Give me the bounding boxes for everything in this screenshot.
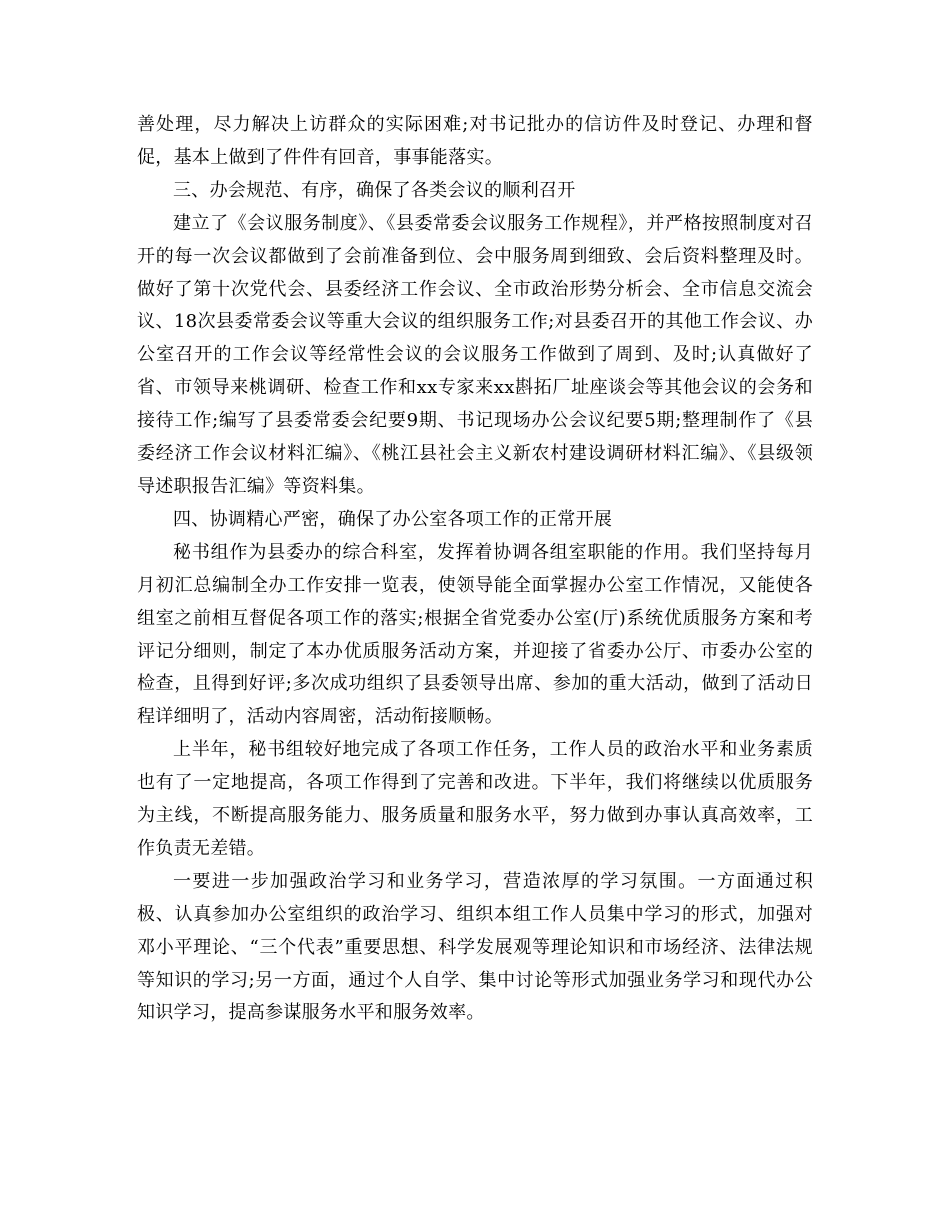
section-heading-3: 三、办会规范、有序，确保了各类会议的顺利召开 [173, 179, 576, 201]
paragraph-summary: 上半年，秘书组较好地完成了各项工作任务，工作人员的政治水平和业务素质也有了一定地提高，各项工作得到了完善和改进。下半年，我们将继续以优质服务为主线，不断提高服务能力、服务质量和服务水平，努力做到办事认真高效率，工作负责无差错。 [137, 739, 813, 859]
paragraph-meetings: 建立了《会议服务制度》、《县委常委会议服务工作规程》，并严格按照制度对召开的每一次会议都做到了会前准备到位、会中服务周到细致、会后资料整理及时。做好了第十次党代会、县委经济工作会议、全市政治形势分析会、全市信息交流会议、18次县委常委会议等重大会议的组织服务工作;对县委召开的其他工作会议、办公室召开的工作会议等经常性会议的会议服务工作做到了周到、及时;认真做好了省、市领导来桃调研、检查工作和xx专家来xx斟拓厂址座谈会等其他会议的会务和接待工作;编写了县委常委会纪要9期、书记现场办公会议纪要5期;整理制作了《县委经济工作会议材料汇编》、《桃江县社会主义新农村建设调研材料汇编》、《县级领导述职报告汇编》等资料集。 [137, 212, 813, 497]
paragraph-continuation: 善处理，尽力解决上访群众的实际困难;对书记批办的信访件及时登记、办理和督促，基本上做到了件件有回音，事事能落实。 [137, 114, 813, 168]
document-body [137, 109, 813, 1030]
paragraph-study-plan: 一要进一步加强政治学习和业务学习，营造浓厚的学习氛围。一方面通过积极、认真参加办公室组织的政治学习、组织本组工作人员集中学习的形式，加强对邓小平理论、“三个代表”重要思想、科学发展观等理论知识和市场经济、法律法规等知识的学习;另一方面，通过个人自学、集中讨论等形式加强业务学习和现代办公知识学习，提高参谋服务水平和服务效率。 [137, 870, 813, 1024]
section-heading-4: 四、协调精心严密，确保了办公室各项工作的正常开展 [173, 508, 613, 530]
paragraph-coordination: 秘书组作为县委办的综合科室，发挥着协调各组室职能的作用。我们坚持每月月初汇总编制全办工作安排一览表，使领导能全面掌握办公室工作情况，又能使各组室之前相互督促各项工作的落实;根据全省党委办公室(厅)系统优质服务方案和考评记分细则，制定了本办优质服务活动方案，并迎接了省委办公厅、市委办公室的检查，且得到好评;多次成功组织了县委领导出席、参加的重大活动，做到了活动日程详细明了，活动内容周密，活动衔接顺畅。 [137, 541, 813, 728]
